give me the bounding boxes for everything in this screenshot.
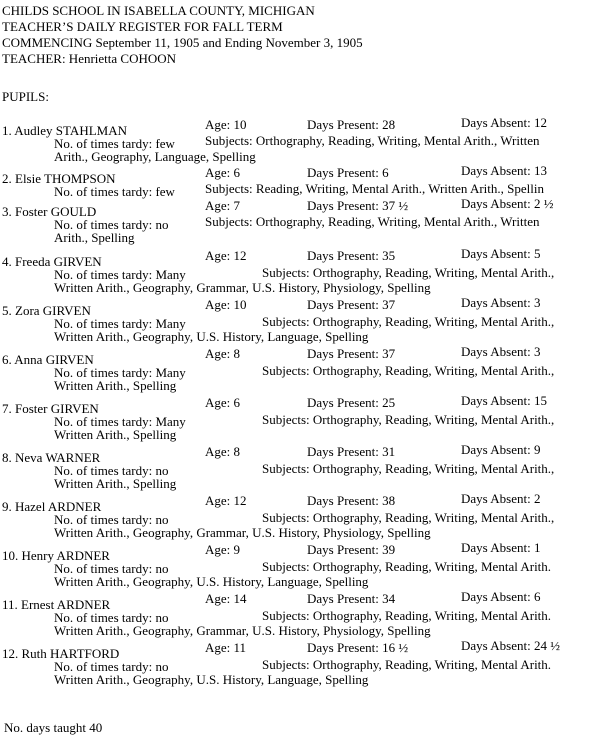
- subjects-list: Subjects: Orthography, Reading, Writing, Mental Arith.,: [262, 363, 555, 378]
- pupil-name: 5. Zora GIRVEN: [2, 303, 91, 318]
- tardy-count: No. of times tardy: few: [54, 136, 175, 151]
- subjects-continued: Written Arith., Geography, Grammar, U.S. History, Physiology, Spelling: [54, 525, 431, 540]
- pupil-age: Age: 7: [205, 198, 241, 213]
- pupil-name: 2. Elsie THOMPSON: [2, 171, 116, 186]
- days-present: Days Present: 28: [307, 117, 396, 132]
- subjects-list: Subjects: Orthography, Reading, Writing, Mental Arith.,: [262, 314, 555, 329]
- pupil-age: Age: 8: [205, 444, 241, 459]
- days-present: Days Present: 38: [307, 493, 396, 508]
- pupil-age: Age: 11: [205, 640, 247, 655]
- term-dates: COMMENCING September 11, 1905 and Ending November 3, 1905: [2, 35, 363, 50]
- tardy-count: No. of times tardy: no: [54, 512, 169, 527]
- days-absent: Days Absent: 9: [461, 442, 541, 457]
- days-present: Days Present: 16 ½: [307, 640, 409, 655]
- days-absent: Days Absent: 15: [461, 393, 547, 408]
- subjects-continued: Written Arith., Geography, Grammar, U.S. History, Physiology, Spelling: [54, 280, 431, 295]
- subjects-list: Subjects: Orthography, Reading, Writing, Mental Arith.,: [262, 510, 555, 525]
- tardy-count: No. of times tardy: Many: [54, 414, 186, 429]
- register-title: TEACHER’S DAILY REGISTER FOR FALL TERM: [2, 19, 283, 34]
- subjects-list: Subjects: Orthography, Reading, Writing, Mental Arith.,: [262, 412, 555, 427]
- subjects-continued: Written Arith., Spelling: [54, 427, 177, 442]
- pupil-age: Age: 12: [205, 248, 247, 263]
- subjects-list: Subjects: Orthography, Reading, Writing, Mental Arith., Written: [205, 214, 540, 229]
- pupil-name: 10. Henry ARDNER: [2, 548, 110, 563]
- pupil-name: 4. Freeda GIRVEN: [2, 254, 102, 269]
- days-present: Days Present: 37 ½: [307, 198, 409, 213]
- days-present: Days Present: 25: [307, 395, 396, 410]
- subjects-continued: Written Arith., Geography, U.S. History, Language, Spelling: [54, 672, 369, 687]
- days-taught: No. days taught 40: [4, 720, 103, 735]
- subjects-continued: Written Arith., Geography, Grammar, U.S. History, Physiology, Spelling: [54, 623, 431, 638]
- subjects-list: Subjects: Orthography, Reading, Writing, Mental Arith.: [262, 608, 552, 623]
- days-absent: Days Absent: 13: [461, 163, 547, 178]
- pupil-age: Age: 6: [205, 395, 241, 410]
- pupil-name: 6. Anna GIRVEN: [2, 352, 94, 367]
- pupil-age: Age: 12: [205, 493, 247, 508]
- subjects-list: Subjects: Reading, Writing, Mental Arith., Written Arith., Spellin: [205, 181, 544, 196]
- pupil-name: 11. Ernest ARDNER: [2, 597, 111, 612]
- pupil-age: Age: 14: [205, 591, 247, 606]
- tardy-count: No. of times tardy: no: [54, 217, 169, 232]
- tardy-count: No. of times tardy: no: [54, 659, 169, 674]
- subjects-continued: Written Arith., Spelling: [54, 476, 177, 491]
- pupil-name: 9. Hazel ARDNER: [2, 499, 102, 514]
- subjects-list: Subjects: Orthography, Reading, Writing, Mental Arith.: [262, 559, 552, 574]
- subjects-list: Subjects: Orthography, Reading, Writing, Mental Arith.,: [262, 265, 555, 280]
- pupil-age: Age: 10: [205, 297, 247, 312]
- pupils-heading: PUPILS:: [2, 89, 49, 104]
- subjects-continued: Written Arith., Geography, U.S. History, Language, Spelling: [54, 574, 369, 589]
- days-absent: Days Absent: 24 ½: [461, 638, 560, 653]
- days-present: Days Present: 6: [307, 165, 389, 180]
- days-present: Days Present: 34: [307, 591, 396, 606]
- days-absent: Days Absent: 6: [461, 589, 541, 604]
- tardy-count: No. of times tardy: no: [54, 561, 169, 576]
- teacher-name: TEACHER: Henrietta COHOON: [2, 51, 177, 66]
- tardy-count: No. of times tardy: no: [54, 610, 169, 625]
- tardy-count: No. of times tardy: Many: [54, 316, 186, 331]
- days-absent: Days Absent: 3: [461, 295, 541, 310]
- subjects-list: Subjects: Orthography, Reading, Writing, Mental Arith., Written: [205, 133, 540, 148]
- tardy-count: No. of times tardy: no: [54, 463, 169, 478]
- pupil-age: Age: 10: [205, 117, 247, 132]
- days-present: Days Present: 35: [307, 248, 396, 263]
- pupil-name: 3. Foster GOULD: [2, 204, 97, 219]
- days-absent: Days Absent: 2 ½: [461, 196, 554, 211]
- subjects-continued: Written Arith., Geography, U.S. History, Language, Spelling: [54, 329, 369, 344]
- pupil-name: 1. Audley STAHLMAN: [2, 123, 127, 138]
- days-absent: Days Absent: 12: [461, 115, 547, 130]
- subjects-continued: Arith., Spelling: [54, 230, 135, 245]
- days-absent: Days Absent: 3: [461, 344, 541, 359]
- pupil-age: Age: 6: [205, 165, 241, 180]
- pupil-name: 8. Neva WARNER: [2, 450, 101, 465]
- days-absent: Days Absent: 5: [461, 246, 541, 261]
- tardy-count: No. of times tardy: few: [54, 184, 175, 199]
- pupil-age: Age: 9: [205, 542, 241, 557]
- subjects-list: Subjects: Orthography, Reading, Writing, Mental Arith.: [262, 657, 552, 672]
- days-absent: Days Absent: 2: [461, 491, 541, 506]
- days-present: Days Present: 37: [307, 346, 396, 361]
- days-present: Days Present: 37: [307, 297, 396, 312]
- school-title: CHILDS SCHOOL IN ISABELLA COUNTY, MICHIGAN: [2, 3, 315, 18]
- pupil-age: Age: 8: [205, 346, 241, 361]
- subjects-continued: Written Arith., Spelling: [54, 378, 177, 393]
- pupil-name: 12. Ruth HARTFORD: [2, 646, 120, 661]
- pupil-name: 7. Foster GIRVEN: [2, 401, 99, 416]
- tardy-count: No. of times tardy: Many: [54, 267, 186, 282]
- subjects-list: Subjects: Orthography, Reading, Writing, Mental Arith.,: [262, 461, 555, 476]
- tardy-count: No. of times tardy: Many: [54, 365, 186, 380]
- days-absent: Days Absent: 1: [461, 540, 541, 555]
- days-present: Days Present: 39: [307, 542, 396, 557]
- days-present: Days Present: 31: [307, 444, 396, 459]
- subjects-continued: Arith., Geography, Language, Spelling: [54, 149, 256, 164]
